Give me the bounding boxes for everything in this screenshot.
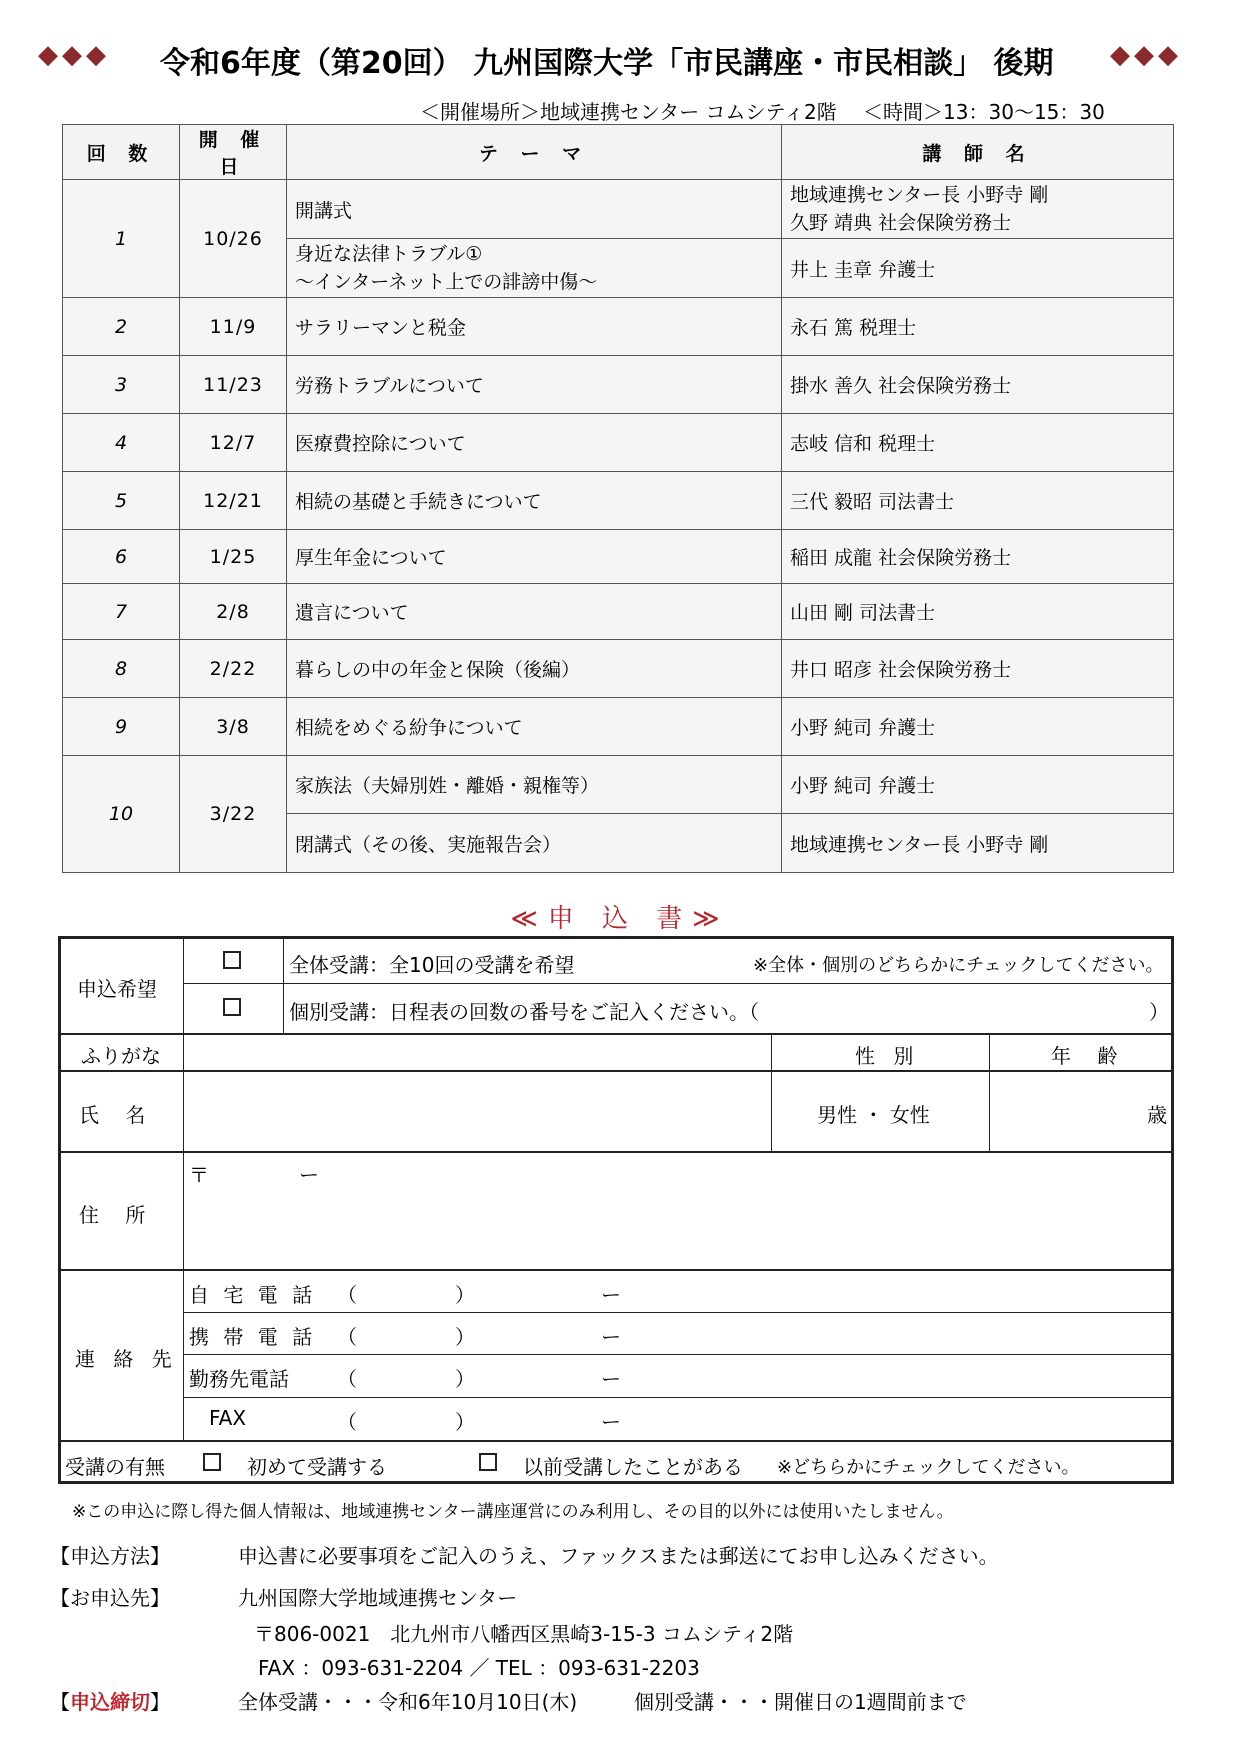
table-row (63, 414, 1174, 472)
col-header-lecturer: 講 師 名 (782, 125, 1174, 180)
session-theme: 遺言について (287, 584, 782, 640)
session-theme: 身近な法律トラブル① ～インターネット上での誹謗中傷～ (287, 239, 782, 298)
session-number: 3 (63, 356, 180, 414)
destination-name: 九州国際大学地域連携センター (238, 1586, 518, 1610)
option-individual-close: ） (1149, 1000, 1169, 1024)
table-row (63, 698, 1174, 756)
session-date: 3/22 (180, 756, 287, 873)
session-theme: サラリーマンと税金 (287, 298, 782, 356)
destination-label: 【お申込先】 (50, 1586, 170, 1610)
diamond-ornament-left: ◆◆◆ (38, 40, 110, 70)
session-lecturer: 井口 昭彦 社会保険労務士 (782, 640, 1174, 698)
home-phone-label: 自 宅 電 話 (189, 1283, 317, 1307)
session-lecturer: 井上 圭章 弁護士 (782, 239, 1174, 298)
session-lecturer: 小野 純司 弁護士 (782, 756, 1174, 814)
schedule-header-row (63, 125, 1174, 180)
divider (771, 1033, 772, 1151)
checkbox-first-time[interactable] (203, 1453, 221, 1471)
deadline-individual: 個別受講・・・開催日の1週間前まで (634, 1690, 967, 1714)
session-number: 6 (63, 530, 180, 584)
session-number: 10 (63, 756, 180, 873)
session-lecturer: 小野 純司 弁護士 (782, 698, 1174, 756)
phone-dash: ー (601, 1283, 621, 1307)
session-number: 4 (63, 414, 180, 472)
venue-time: ＜開催場所＞地域連携センター コムシティ2階 ＜時間＞13：30～15：30 (420, 100, 1105, 124)
gender-options[interactable]: 男性 ・ 女性 (817, 1103, 930, 1127)
session-number: 8 (63, 640, 180, 698)
age-label: 年 齢 (1051, 1044, 1128, 1068)
postal-dash: ー (299, 1163, 319, 1187)
fax-label: FAX (209, 1406, 247, 1430)
divider (183, 939, 184, 1440)
table-row (63, 756, 1174, 814)
paren-open: （ (337, 1410, 357, 1434)
option-all-label: 全体受講：全10回の受講を希望 (289, 953, 575, 977)
deadline-label (50, 1686, 170, 1715)
phone-dash: ー (601, 1325, 621, 1349)
paren-open: （ (337, 1325, 357, 1349)
application-form (58, 936, 1174, 1484)
furigana-label: ふりがな (81, 1044, 161, 1068)
name-label: 氏 名 (79, 1103, 146, 1127)
option-all-note: ※全体・個別のどちらかにチェックしてください。 (753, 955, 1164, 976)
session-theme: 閉講式（その後、実施報告会） (287, 814, 782, 873)
session-lecturer: 山田 剛 司法書士 (782, 584, 1174, 640)
session-theme: 医療費控除について (287, 414, 782, 472)
session-lecturer: 掛水 善久 社会保険労務士 (782, 356, 1174, 414)
table-row (63, 356, 1174, 414)
session-theme: 厚生年金について (287, 530, 782, 584)
table-row (63, 298, 1174, 356)
divider (61, 1269, 1171, 1271)
divider (183, 1312, 1171, 1313)
deadline-bracket-open: 【 (50, 1690, 70, 1714)
session-lecturer: 三代 毅昭 司法書士 (782, 472, 1174, 530)
session-date: 12/7 (180, 414, 287, 472)
wish-label: 申込希望 (77, 977, 157, 1001)
session-number: 9 (63, 698, 180, 756)
session-theme: 暮らしの中の年金と保険（後編） (287, 640, 782, 698)
mobile-phone-label: 携 帯 電 話 (189, 1325, 317, 1349)
attendance-label: 受講の有無 (65, 1455, 165, 1479)
privacy-note: ※この申込に際し得た個人情報は、地域連携センター講座運営にのみ利用し、その目的以外には使用いたしません。 (72, 1502, 954, 1522)
divider (283, 939, 284, 1033)
postal-mark: 〒 (189, 1163, 209, 1187)
paren-close: ） (455, 1367, 475, 1391)
address-field[interactable] (185, 1153, 1171, 1267)
paren-close: ） (455, 1283, 475, 1307)
application-heading: ≪申 込 書≫ (510, 904, 730, 934)
title-row (0, 38, 1240, 88)
phone-dash: ー (601, 1367, 621, 1391)
session-number: 2 (63, 298, 180, 356)
deadline-all: 全体受講・・・令和6年10月10日(木) (238, 1690, 578, 1714)
session-lecturer: 地域連携センター長 小野寺 剛 (782, 814, 1174, 873)
destination-address: 〒806-0021 北九州市八幡西区黒崎3-15-3 コムシティ2階 (254, 1622, 794, 1646)
table-row (63, 584, 1174, 640)
divider (183, 983, 1171, 984)
contact-label: 連 絡 先 (75, 1347, 178, 1371)
method-text: 申込書に必要事項をご記入のうえ、ファックスまたは郵送にてお申し込みください。 (238, 1544, 999, 1568)
session-lecturer: 永石 篤 税理士 (782, 298, 1174, 356)
session-theme: 労務トラブルについて (287, 356, 782, 414)
table-row (63, 472, 1174, 530)
page-title: 令和6年度（第20回） 九州国際大学「市民講座・市民相談」 後期 (160, 46, 1054, 81)
session-number: 5 (63, 472, 180, 530)
session-lecturer: 志岐 信和 税理士 (782, 414, 1174, 472)
diamond-ornament-right: ◆◆◆ (1110, 40, 1182, 70)
session-theme: 開講式 (287, 180, 782, 239)
paren-close: ） (455, 1410, 475, 1434)
gender-label: 性 別 (855, 1044, 920, 1068)
table-row (63, 640, 1174, 698)
session-number: 7 (63, 584, 180, 640)
age-unit: 歳 (1147, 1103, 1167, 1127)
divider (61, 1033, 1171, 1035)
session-lecturer: 地域連携センター長 小野寺 剛 久野 靖典 社会保険労務士 (782, 180, 1174, 239)
paren-open: （ (337, 1283, 357, 1307)
checkbox-individual[interactable] (223, 998, 241, 1016)
session-date: 2/22 (180, 640, 287, 698)
session-date: 3/8 (180, 698, 287, 756)
phone-dash: ー (601, 1410, 621, 1434)
session-date: 11/23 (180, 356, 287, 414)
session-theme: 相続の基礎と手続きについて (287, 472, 782, 530)
session-date: 11/9 (180, 298, 287, 356)
first-time-label: 初めて受講する (247, 1455, 387, 1479)
option-individual-label: 個別受講：日程表の回数の番号をご記入ください。（ (289, 1000, 759, 1024)
divider (61, 1440, 1171, 1442)
session-date: 12/21 (180, 472, 287, 530)
divider (989, 1033, 990, 1151)
session-date: 1/25 (180, 530, 287, 584)
table-row (63, 180, 1174, 239)
session-number: 1 (63, 180, 180, 298)
col-header-number: 回 数 (63, 125, 180, 180)
session-date: 10/26 (180, 180, 287, 298)
session-theme: 家族法（夫婦別姓・離婚・親権等） (287, 756, 782, 814)
name-field[interactable] (185, 1072, 769, 1150)
session-date: 2/8 (180, 584, 287, 640)
checkbox-previous[interactable] (479, 1453, 497, 1471)
session-lecturer: 稲田 成龍 社会保険労務士 (782, 530, 1174, 584)
col-header-date: 開 催 日 (180, 125, 287, 180)
address-label: 住 所 (79, 1203, 146, 1227)
method-label: 【申込方法】 (50, 1544, 170, 1568)
deadline-label-text: 申込締切 (70, 1690, 150, 1714)
work-phone-label: 勤務先電話 (189, 1367, 289, 1391)
attendance-note: ※どちらかにチェックしてください。 (777, 1457, 1080, 1478)
col-header-theme: テ ー マ (287, 125, 782, 180)
session-theme: 相続をめぐる紛争について (287, 698, 782, 756)
checkbox-all[interactable] (223, 951, 241, 969)
destination-contact: FAX ：093-631-2204 ／ TEL ：093-631-2203 (258, 1656, 700, 1680)
previous-label: 以前受講したことがある (523, 1455, 743, 1479)
divider (183, 1354, 1171, 1355)
table-row (63, 530, 1174, 584)
paren-close: ） (455, 1325, 475, 1349)
schedule-table (62, 124, 1174, 873)
deadline-bracket-close: 】 (150, 1690, 170, 1714)
paren-open: （ (337, 1367, 357, 1391)
divider (183, 1397, 1171, 1398)
